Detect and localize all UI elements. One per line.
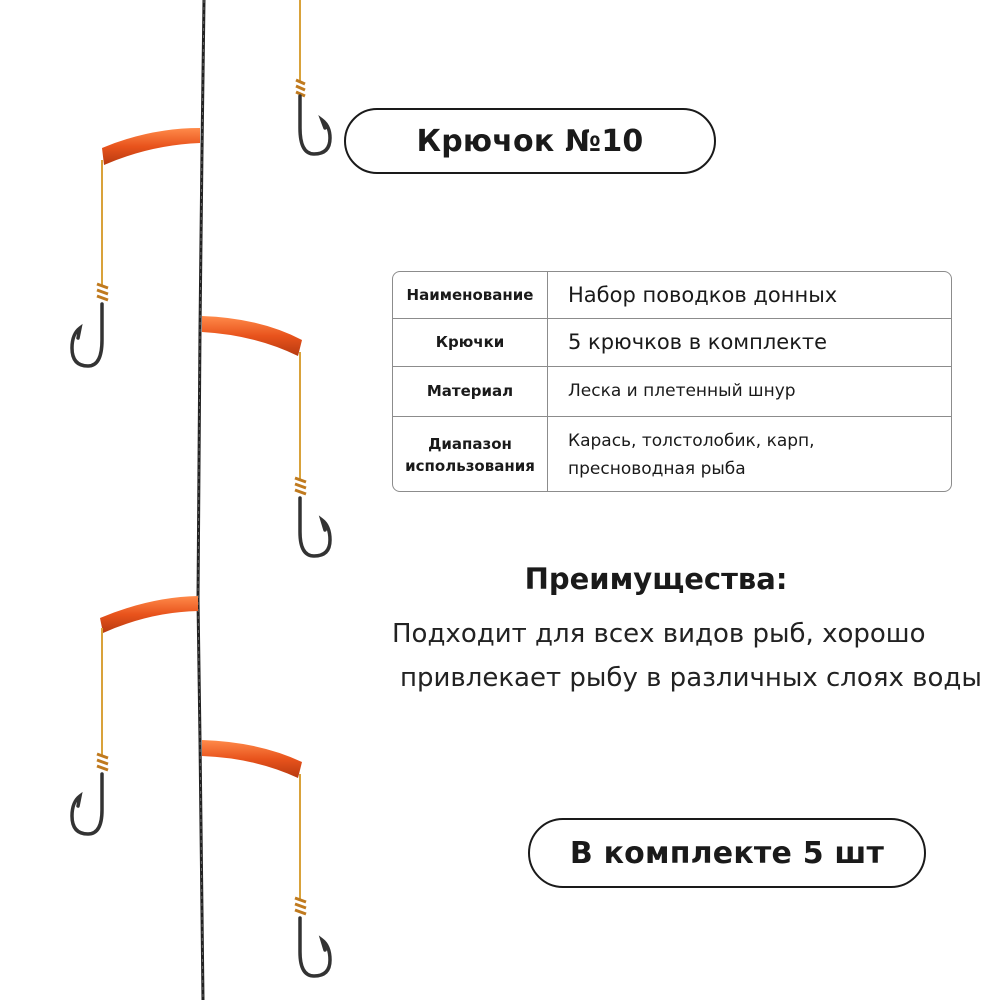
leader-4 (72, 596, 198, 834)
leader-2 (72, 128, 200, 366)
table-row (393, 272, 951, 318)
spec-key-line: Диапазон (428, 434, 512, 453)
leader-top (296, 0, 330, 154)
table-row (393, 366, 951, 416)
advantages-title: Преимущества: (524, 562, 788, 596)
quantity-badge: В комплекте 5 шт (528, 818, 926, 888)
table-row (393, 318, 951, 366)
spec-value: Набор поводков донных (548, 272, 952, 318)
spec-key-line: использования (405, 456, 535, 475)
hook-5 (300, 918, 330, 976)
spec-key: Материал (393, 366, 548, 416)
spec-key: Крючки (393, 318, 548, 366)
leader-3 (202, 316, 330, 556)
spec-value (548, 416, 952, 492)
hook-2 (72, 304, 102, 366)
main-line (198, 0, 204, 1000)
specs-table (392, 271, 952, 492)
spec-key: Наименование (393, 272, 548, 318)
leader-5 (202, 740, 330, 976)
advantages-text (392, 612, 982, 700)
spec-value: 5 крючков в комплекте (548, 318, 952, 366)
table-row (393, 416, 951, 492)
spec-value-line: Карась, толстолобик, карп, (568, 430, 815, 451)
advantages-line: Подходит для всех видов рыб, хорошо (392, 619, 926, 649)
hook-4 (72, 774, 102, 834)
spec-value: Леска и плетенный шнур (548, 366, 952, 416)
hook-3 (300, 498, 330, 556)
spec-key (393, 416, 548, 492)
advantages-line: привлекает рыбу в различных слоях воды (400, 663, 982, 693)
spec-value-line: пресноводная рыба (568, 458, 746, 479)
hook-1 (300, 96, 330, 154)
hook-size-badge: Крючок №10 (344, 108, 716, 174)
